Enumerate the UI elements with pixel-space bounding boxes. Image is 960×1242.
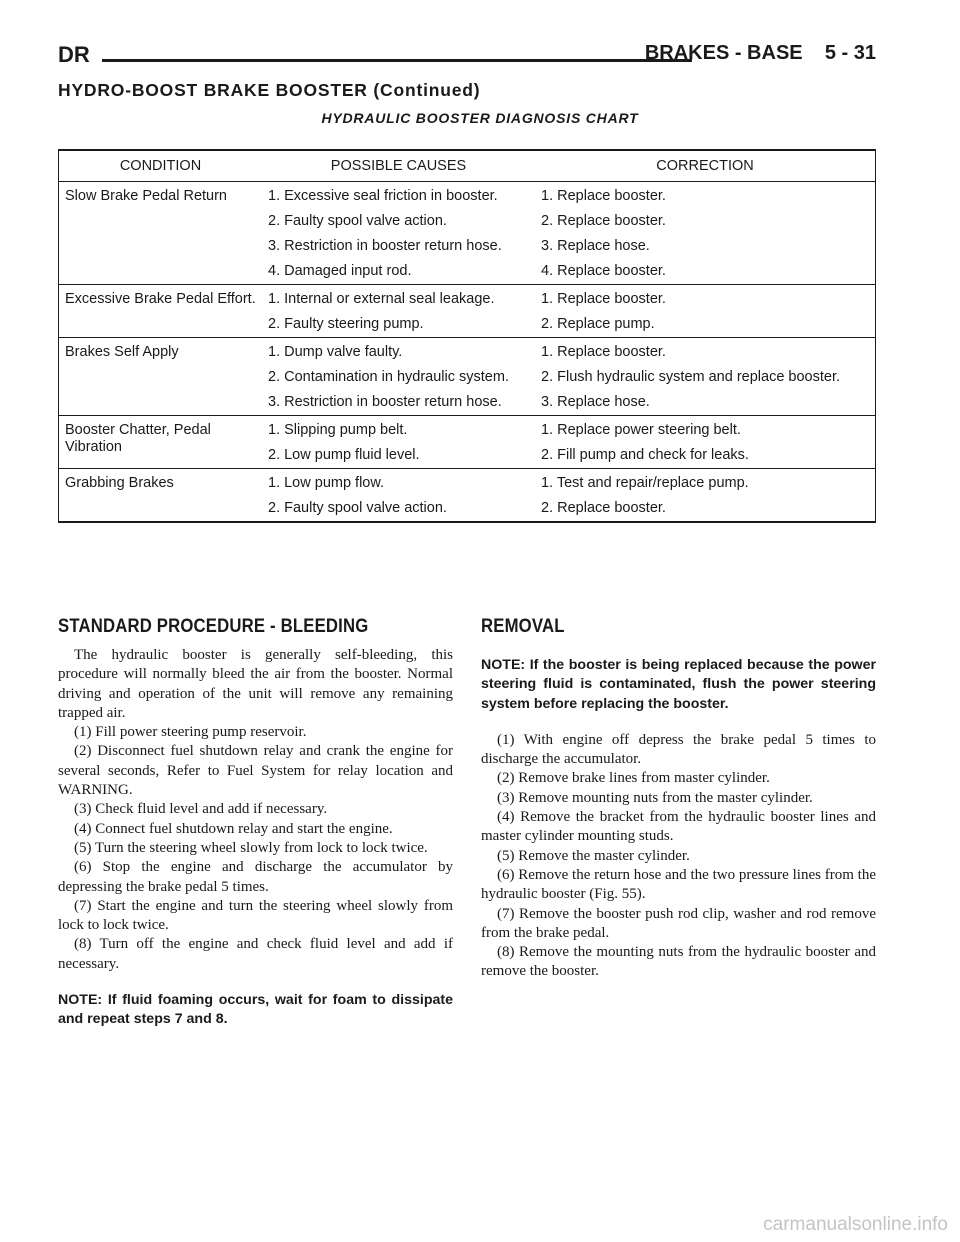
causes-cell: [262, 416, 535, 469]
chart-title: HYDRAULIC BOOSTER DIAGNOSIS CHART: [321, 110, 639, 126]
causes-cell: [262, 285, 535, 338]
corrections-cell: [535, 416, 876, 469]
correction-item: 3. Replace hose.: [541, 394, 650, 410]
correction-item: 1. Replace power steering belt.: [541, 422, 741, 438]
correction-item: 2. Replace booster.: [541, 213, 666, 229]
removal-step: (1) With engine off depress the brake pedal 5 times to discharge the accumulator.: [481, 731, 876, 768]
table-row: [59, 416, 876, 469]
cause-item: 1. Internal or external seal leakage.: [268, 291, 495, 307]
diagnosis-table: [58, 149, 876, 523]
column-header: POSSIBLE CAUSES: [262, 150, 535, 182]
bleeding-step: (2) Disconnect fuel shutdown relay and crank the engine for several seconds, Refer to Fuel System for relay location and WARNING.: [58, 743, 453, 799]
causes-cell: [262, 182, 535, 285]
column-header: CORRECTION: [535, 150, 876, 182]
correction-item: 4. Replace booster.: [541, 263, 666, 279]
bleeding-step: (8) Turn off the engine and check fluid level and add if necessary.: [58, 936, 453, 972]
correction-item: 1. Replace booster.: [541, 188, 666, 204]
removal-heading: REMOVAL: [481, 616, 565, 637]
correction-item: 2. Fill pump and check for leaks.: [541, 447, 749, 463]
condition-cell: Booster Chatter, Pedal Vibration: [59, 416, 263, 469]
corrections-cell: [535, 285, 876, 338]
removal-step: (2) Remove brake lines from master cylinder.: [497, 770, 770, 787]
table-body: [59, 182, 876, 523]
table-row: [59, 469, 876, 523]
removal-step: (7) Remove the booster push rod clip, washer and rod remove from the brake pedal.: [481, 905, 876, 941]
removal-step: (6) Remove the return hose and the two pressure lines from the hydraulic booster (Fig. 55).: [481, 866, 876, 903]
bleeding-step: (5) Turn the steering wheel slowly from lock to lock twice.: [74, 839, 428, 856]
correction-item: 1. Replace booster.: [541, 344, 666, 360]
bleeding-step: (3) Check fluid level and add if necessary.: [74, 801, 328, 818]
causes-cell: [262, 338, 535, 416]
bleeding-step: (4) Connect fuel shutdown relay and start the engine.: [74, 820, 393, 837]
removal-step: (4) Remove the bracket from the hydraulic booster lines and master cylinder mounting studs.: [481, 809, 876, 845]
cause-item: 1. Dump valve faulty.: [268, 344, 403, 360]
removal-step: (3) Remove mounting nuts from the master cylinder.: [497, 789, 813, 806]
bleeding-intro: The hydraulic booster is generally self-bleeding, this procedure will normally bleed the air from the booster. Normal driving and operation of the unit will remove any remaining trapped air.: [58, 647, 453, 721]
cause-item: 2. Low pump fluid level.: [268, 447, 420, 463]
condition-cell: Excessive Brake Pedal Effort.: [59, 285, 263, 338]
correction-item: 3. Replace hose.: [541, 238, 650, 254]
removal-note: NOTE: If the booster is being replaced because the power steering fluid is contaminated, flush the power steering system before replacing the booster.: [481, 657, 876, 712]
right-column: [481, 616, 876, 982]
correction-item: 1. Test and repair/replace pump.: [541, 475, 749, 491]
correction-item: 2. Replace pump.: [541, 316, 655, 332]
corrections-cell: [535, 182, 876, 285]
cause-item: 1. Excessive seal friction in booster.: [268, 188, 498, 204]
table-row: [59, 182, 876, 285]
section-title: HYDRO-BOOST BRAKE BOOSTER (Continued): [58, 80, 481, 100]
condition-cell: Brakes Self Apply: [59, 338, 263, 416]
bleeding-step: (1) Fill power steering pump reservoir.: [74, 724, 307, 741]
header-rule: [102, 59, 692, 62]
cause-item: 2. Contamination in hydraulic system.: [268, 369, 509, 385]
correction-item: 1. Replace booster.: [541, 291, 666, 307]
corrections-cell: [535, 338, 876, 416]
condition-cell: Grabbing Brakes: [59, 469, 263, 523]
bleeding-note: NOTE: If fluid foaming occurs, wait for foam to dissipate and repeat steps 7 and 8.: [58, 992, 453, 1028]
cause-item: 1. Low pump flow.: [268, 475, 385, 491]
cause-item: 2. Faulty spool valve action.: [268, 213, 447, 229]
watermark: carmanualsonline.info: [763, 1214, 948, 1235]
cause-item: 2. Faulty spool valve action.: [268, 500, 447, 516]
corrections-cell: [535, 469, 876, 523]
table-row: [59, 338, 876, 416]
table-row: [59, 285, 876, 338]
left-column: [58, 616, 453, 1030]
causes-cell: [262, 469, 535, 523]
correction-item: 2. Flush hydraulic system and replace booster.: [541, 369, 841, 385]
removal-step: (8) Remove the mounting nuts from the hydraulic booster and remove the booster.: [481, 944, 876, 980]
bleeding-steps: [58, 723, 453, 974]
standard-procedure-heading: STANDARD PROCEDURE - BLEEDING: [58, 616, 369, 637]
condition-cell: Slow Brake Pedal Return: [59, 182, 263, 285]
column-header: CONDITION: [59, 150, 263, 182]
cause-item: 1. Slipping pump belt.: [268, 422, 408, 438]
header-section-page: BRAKES - BASE 5 - 31: [644, 42, 876, 64]
bleeding-step: (6) Stop the engine and discharge the accumulator by depressing the brake pedal 5 times.: [58, 859, 453, 895]
page-header: [58, 42, 876, 76]
removal-step: (5) Remove the master cylinder.: [497, 847, 690, 864]
cause-item: 4. Damaged input rod.: [268, 263, 412, 279]
cause-item: 2. Faulty steering pump.: [268, 316, 424, 332]
cause-item: 3. Restriction in booster return hose.: [268, 238, 502, 254]
cause-item: 3. Restriction in booster return hose.: [268, 394, 502, 410]
table-header-row: [59, 150, 876, 182]
correction-item: 2. Replace booster.: [541, 500, 666, 516]
removal-steps: [481, 731, 876, 982]
header-manual-code: DR: [58, 42, 90, 67]
bleeding-step: (7) Start the engine and turn the steering wheel slowly from lock to lock twice.: [58, 897, 453, 934]
